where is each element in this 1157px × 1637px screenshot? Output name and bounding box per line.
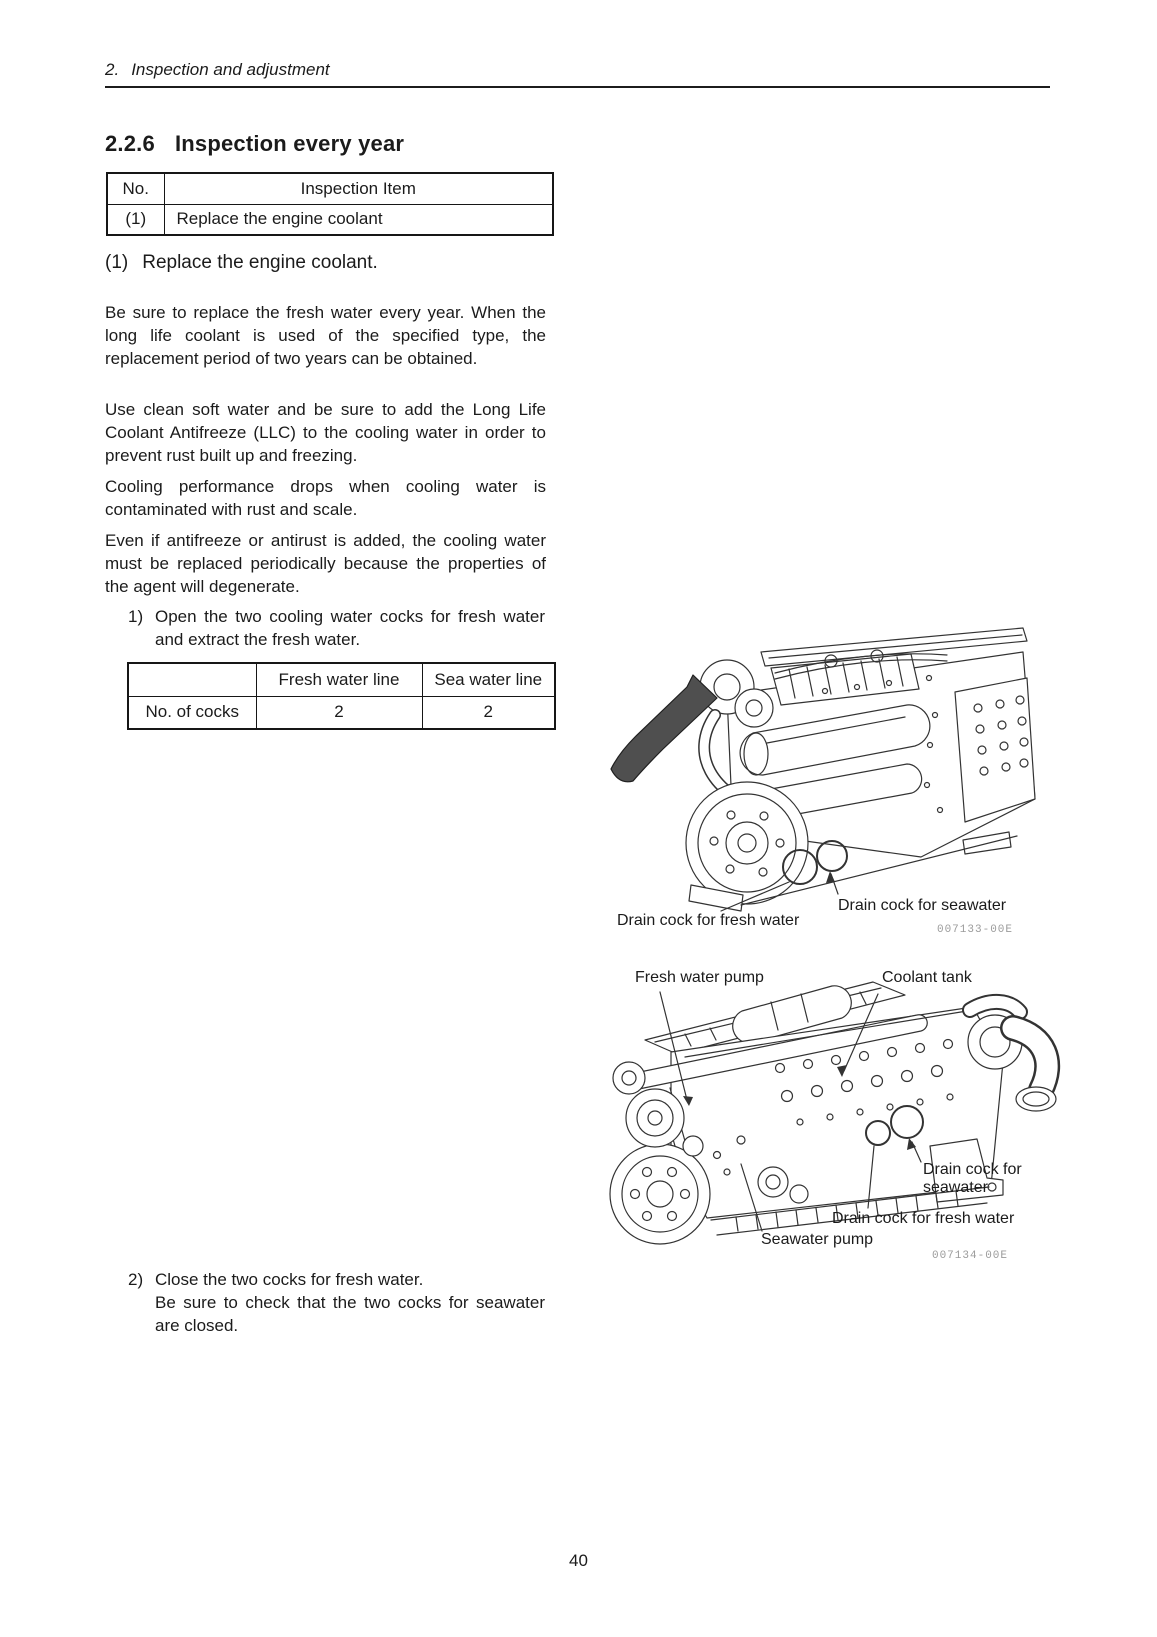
figure-code: 007134-00E [931,1250,1008,1262]
page-number: 40 [569,1551,588,1570]
header-rule [105,86,1050,88]
numbered-step [128,605,545,651]
section-title [105,131,404,157]
paragraph: Cooling performance drops when cooling water is contaminated with rust and scale. [105,477,546,519]
figure-label-sea-cock: Drain cock for seawater [838,897,1007,914]
running-header-text: Inspection and adjustment [131,60,330,79]
subsection-heading-text: Replace the engine coolant. [142,252,378,273]
seawater-drain-cock-highlight [817,841,847,871]
table-header-row [128,663,555,696]
figure-label-sea-cock: Drain cock for seawater [923,1161,1022,1196]
paragraph: Be sure to replace the fresh water every year. When the long life coolant is used of the specified type, the replacement period of two years can be obtained. [105,303,546,368]
table-header-row [107,173,553,204]
cell-fresh-count: 2 [256,696,422,729]
col-header-fresh: Fresh water line [256,663,422,696]
step-marker: 2) [128,1270,144,1289]
step-text: Open the two cooling water cocks for fresh water and extract the fresh water. [155,607,545,649]
leader-arrowhead [826,871,835,883]
cell-row-label: No. of cocks [128,696,256,729]
running-header [105,60,330,80]
figure-label-fresh-pump: Fresh water pump [635,969,764,986]
figure-engine-drain-cocks [575,595,1080,943]
col-header-sea: Sea water line [422,663,555,696]
step-marker: 1) [128,607,144,626]
cell-item: Replace the engine coolant [164,204,553,235]
step-text-line: Close the two cocks for fresh water. [155,1270,424,1289]
section-number: 2.2.6 [105,131,155,156]
figure-code: 007133-00E [936,924,1013,936]
running-header-number: 2. [105,60,120,79]
figure-engine-pumps [575,950,1080,1270]
figure-label-fresh-cock: Drain cock for fresh water [617,912,800,929]
paragraph: Use clean soft water and be sure to add the Long Life Coolant Antifreeze (LLC) to the cooling water in order to prevent rust built up and freezing. [105,400,546,465]
paragraph: Even if antifreeze or antirust is added, the cooling water must be replaced periodically because the properties of the agent will degenerate. [105,531,546,596]
subsection-heading [105,252,378,274]
engine-illustration-1 [575,595,1080,943]
figure-label-sea-pump: Seawater pump [761,1231,874,1248]
col-header-no: No. [107,173,164,204]
inspection-item-table [106,172,554,236]
cocks-count-table [127,662,556,730]
figure-label-fresh-cock: Drain cock for fresh water [832,1210,1015,1227]
col-header-item: Inspection Item [164,173,553,204]
cell-sea-count: 2 [422,696,555,729]
table-row [128,696,555,729]
cell-no: (1) [107,204,164,235]
col-header-blank [128,663,256,696]
subsection-marker: (1) [105,252,129,273]
step-text: Be sure to check that the two cocks for seawater are closed. [155,1293,545,1335]
table-row [107,204,553,235]
figure-label-coolant-tank: Coolant tank [882,969,972,986]
numbered-step [128,1268,545,1337]
section-title-text: Inspection every year [174,131,405,156]
